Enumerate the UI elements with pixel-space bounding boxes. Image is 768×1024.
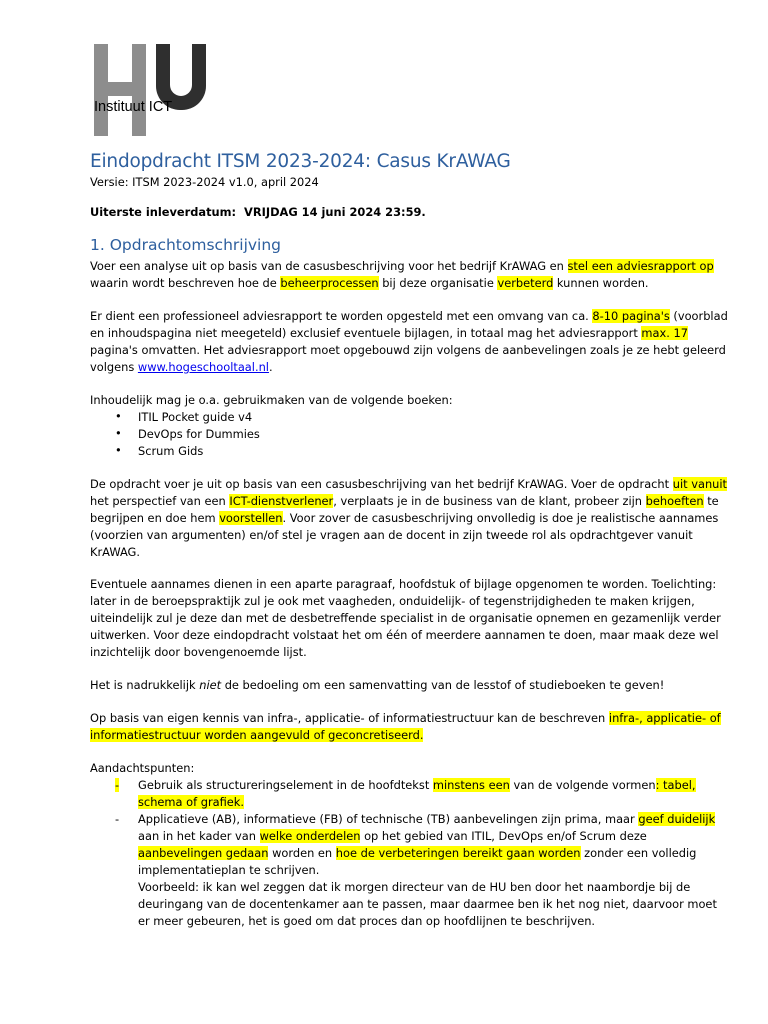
text-line: begrijpen en doe hem voorstellen. Voor zover de casusbeschrijving onvolledig is doe je realistische aannames xyxy=(90,511,719,525)
hu-logo xyxy=(94,44,208,136)
text-line: schema of grafiek. xyxy=(138,795,245,809)
list-item: Scrum Gids xyxy=(138,444,204,458)
text-line: aanbevelingen gedaan worden en hoe de verbeteringen bereikt gaan worden zonder een volledig xyxy=(138,846,697,860)
text-line: inzichtelijk door bovengenoemde lijst. xyxy=(90,645,307,659)
text-line: pagina's omvatten. Het adviesrapport moet opgebouwd zijn volgens de aanbevelingen zoals je ze hebt geleerd xyxy=(90,343,726,357)
deadline-line xyxy=(90,204,426,221)
text-line: waarin wordt beschreven hoe de beheerprocessen bij deze organisatie verbeterd kunnen worden. xyxy=(90,276,649,290)
text-line: (voorzien van argumenten) en/of stel je vragen aan de docent in zijn tweede rol als opdrachtgever vanuit xyxy=(90,528,693,542)
text-line: er meer gebeuren, het is goed om dat proces dan op hoofdlijnen te beschrijven. xyxy=(138,914,596,928)
text-line: Gebruik als structureringselement in de hoofdtekst minstens een van de volgende vormen: tabel, xyxy=(138,778,696,792)
text-line: informatiestructuur worden aangevuld of geconcretiseerd. xyxy=(90,728,424,742)
text-line: deuringang van de docentenkamer aan te passen, maar daarmee ben ik het nog niet, daarvoor moet xyxy=(138,897,717,911)
text-line: Het is nadrukkelijk niet de bedoeling om een samenvatting van de lesstof of studieboeken te geven! xyxy=(90,678,665,692)
text-line: later in de beroepspraktijk zul je ook met vaagheden, onduidelijk- of tegenstrijdigheden te maken krijgen, xyxy=(90,594,695,608)
text-line: aan in het kader van welke onderdelen op het gebied van ITIL, DevOps en/of Scrum deze xyxy=(138,829,647,843)
bullet-icon: • xyxy=(115,409,122,423)
text-line: De opdracht voer je uit op basis van een casusbeschrijving van het bedrijf KrAWAG. Voer de opdracht uit vanuit xyxy=(90,477,728,491)
text-line: Voer een analyse uit op basis van de casusbeschrijving voor het bedrijf KrAWAG en stel een adviesrapport op xyxy=(90,259,714,273)
bullet-icon: • xyxy=(115,443,122,457)
deadline-label: Uiterste inleverdatum: xyxy=(90,205,237,219)
hogeschooltaal-link[interactable]: www.hogeschooltaal.nl xyxy=(137,360,269,374)
document-title: Eindopdracht ITSM 2023-2024: Casus KrAWAG xyxy=(90,151,511,172)
text-line: Inhoudelijk mag je o.a. gebruikmaken van de volgende boeken: xyxy=(90,393,453,407)
dash-bullet: - xyxy=(115,778,120,792)
list-item: ITIL Pocket guide v4 xyxy=(138,410,253,424)
text-line: uitwerken. Voor deze eindopdracht volstaat het om één of meerdere aannamen te doen, maar maak deze wel xyxy=(90,628,719,642)
text-line: volgens www.hogeschooltaal.nl. xyxy=(90,360,273,374)
text-line: en inhoudspagina niet meegeteld) exclusief eventuele bijlagen, in totaal mag het adviesrapport max. 17 xyxy=(90,326,688,340)
text-line: Aandachtspunten: xyxy=(90,761,195,775)
text-line: het perspectief van een ICT-dienstverlener, verplaats je in de business van de klant, probeer zijn behoeften te xyxy=(90,494,719,508)
text-line: Op basis van eigen kennis van infra-, applicatie- of informatiestructuur kan de beschreven infra-, applicatie- of xyxy=(90,711,721,725)
section-heading: 1. Opdrachtomschrijving xyxy=(90,236,282,254)
list-item: DevOps for Dummies xyxy=(138,427,260,441)
text-line: Eventuele aannames dienen in een aparte paragraaf, hoofdstuk of bijlage opgenomen te worden. Toelichting: xyxy=(90,577,717,591)
text-line: implementatieplan te schrijven. xyxy=(138,863,320,877)
text-line: uiteindelijk zul je deze dan met de desbetreffende specialist in de organisatie opnemen en gezamenlijk verder xyxy=(90,611,721,625)
text-line: KrAWAG. xyxy=(90,545,140,559)
deadline-value: VRIJDAG 14 juni 2024 23:59. xyxy=(244,205,426,219)
version-line: Versie: ITSM 2023-2024 v1.0, april 2024 xyxy=(90,175,319,189)
logo-caption: Instituut ICT xyxy=(94,99,173,115)
text-line: Er dient een professioneel adviesrapport te worden opgesteld met een omvang van ca. 8-10 pagina's (voorblad xyxy=(90,309,728,323)
bullet-icon: • xyxy=(115,426,122,440)
text-line: Voorbeeld: ik kan wel zeggen dat ik morgen directeur van de HU ben door het naambordje bij de xyxy=(138,880,691,894)
dash-bullet: - xyxy=(115,812,120,826)
text-line: Applicatieve (AB), informatieve (FB) of technische (TB) aanbevelingen zijn prima, maar geef duidelijk xyxy=(138,812,716,826)
